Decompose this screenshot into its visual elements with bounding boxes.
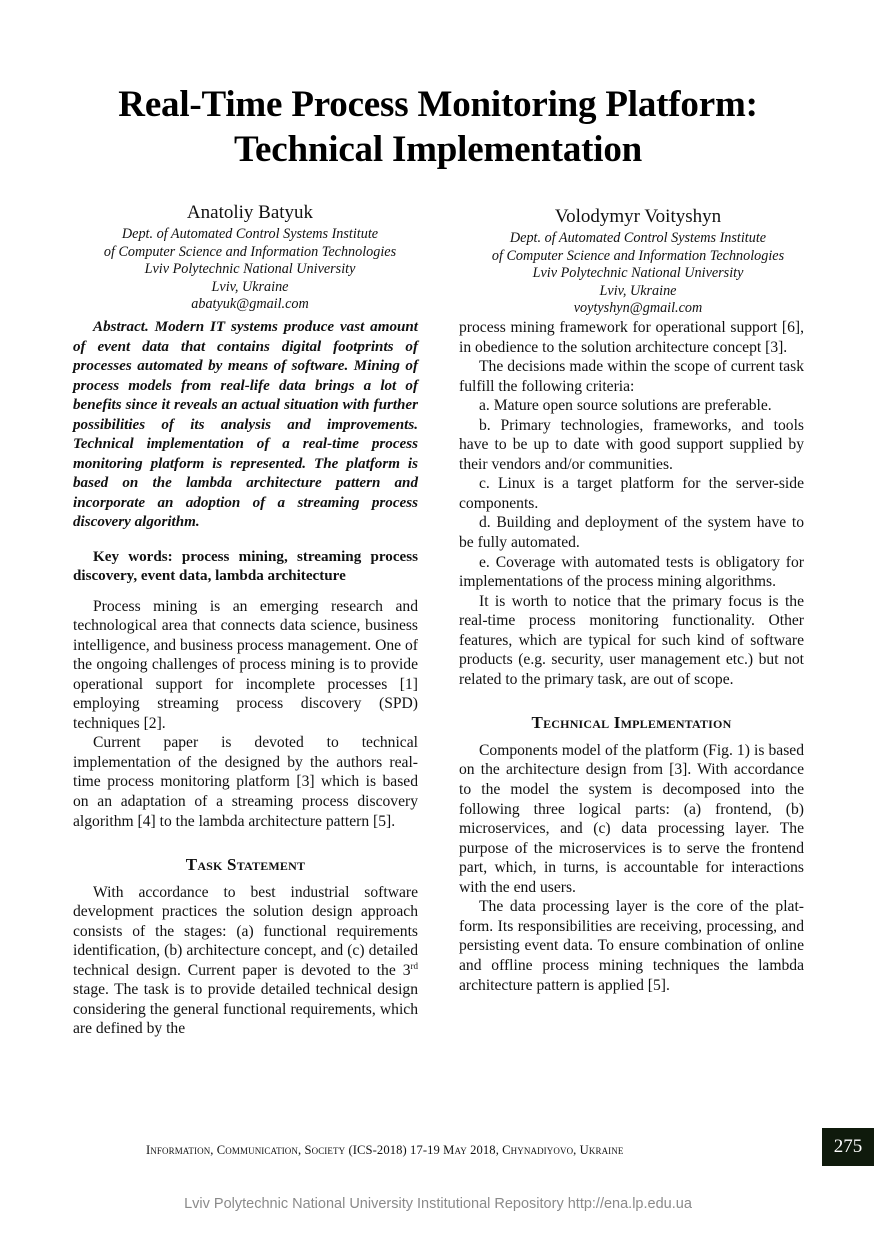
intro-paragraph-1: Process mining is an emerging research and technological area that connects data science, business intelligence, and business process management. One of the ongoing challenges of process mining is to provide operational support for incomplete processes [1] employing streaming process discovery (SPD) techniques [2]. bbox=[73, 597, 418, 732]
author-institute: of Computer Science and Information Technologies bbox=[103, 243, 397, 260]
author-email: abatyuk@gmail.com bbox=[191, 296, 309, 313]
criterion-d: d. Building and deployment of the system have to be fully automated. bbox=[459, 514, 804, 552]
paper-title bbox=[0, 82, 876, 172]
title-line-2: Technical Implementation bbox=[233, 129, 643, 170]
keywords: Key words: process mining, streaming process discovery, event data, lambda architecture bbox=[73, 548, 418, 584]
author-name: Anatoliy Batyuk bbox=[186, 202, 314, 223]
author-email: voytyshyn@gmail.com bbox=[573, 300, 703, 317]
impl-paragraph-1: Components model of the platform (Fig. 1) is based on the architecture design from [3]. With accordance to the model the system is decomposed into the following three logical parts: (a) frontend, (b) microservices, and (c) data processing layer. The purpose of the microservices is to serve the frontend part, which, in turns, is accountable for interactions with the end users. bbox=[459, 741, 804, 896]
continuation-paragraph: process mining framework for operational support [6], in obedience to the solution architecture concept [3]. bbox=[459, 319, 804, 356]
author-department: Dept. of Automated Control Systems Institute bbox=[509, 230, 767, 246]
criteria-intro: The decisions made within the scope of current task fulfill the following criteria: bbox=[459, 358, 804, 395]
page-number: 275 bbox=[822, 1128, 874, 1166]
author-department: Dept. of Automated Control Systems Institute bbox=[121, 226, 379, 242]
author-name: Volodymyr Voityshyn bbox=[554, 206, 722, 227]
criterion-e: e. Coverage with automated tests is obligatory for implementations of the process mining algorithms. bbox=[459, 553, 804, 591]
author-university: Lviv Polytechnic National University bbox=[144, 261, 356, 278]
task-text-part-1: With accordance to best industrial software development practices the solution design approach consists of the stages: (a) functional requirements identification, (b) architecture concept, and (c) detailed technical design. Current paper is devoted to the 3 bbox=[73, 883, 418, 979]
criterion-a: a. Mature open source solutions are preferable. bbox=[479, 397, 772, 415]
impl-paragraph-2: The data processing layer is the core of the platform. Its responsibilities are receiving, processing, and persisting event data. To ensure combination of online and offline process mining techniques the lambda architecture pattern is applied [5]. bbox=[459, 898, 804, 994]
intro-paragraph-2: Current paper is devoted to technical implementation of the designed by the authors real-time process monitoring platform [3] which is based on an adaptation of a streaming process discovery algorithm [4] to the lambda architecture pattern [5]. bbox=[73, 734, 418, 830]
task-text-part-2: stage. The task is to provide detailed technical design considering the general functional requirements, which are defined by the bbox=[73, 981, 418, 1038]
criterion-c: c. Linux is a target platform for the server-side components. bbox=[459, 475, 804, 512]
left-column bbox=[73, 318, 418, 1039]
repository-watermark: Lviv Polytechnic National University Institutional Repository http://ena.lp.edu.ua bbox=[184, 1196, 692, 1212]
abstract: Abstract. Modern IT systems produce vast amount of event data that contains digital footprints of processes automated by means of software. Mining of process models from real-life data brings a lot of benefits since it reveals an actual situation with further possibilities of its analysis and improvements. Technical implementation of a real-time process monitoring platform is represented. The platform is based on the lambda architecture pattern and incorporate an adoption of a streaming process discovery algorithm. bbox=[73, 319, 418, 530]
author-block-1 bbox=[60, 200, 440, 314]
focus-paragraph: It is worth to notice that the primary focus is the real-time process monitoring functionality. Other features, which are typical for such kind of software products (e.g. security, user management etc.) but not related to the primary task, are out of scope. bbox=[459, 592, 804, 688]
task-paragraph bbox=[73, 883, 418, 1039]
author-university: Lviv Polytechnic National University bbox=[532, 265, 744, 282]
author-block-2 bbox=[448, 204, 828, 318]
criterion-b: b. Primary technologies, frameworks, and tools have to be up to date with good support supplied by their vendors and/or communities. bbox=[459, 416, 804, 473]
section-heading-technical-implementation: Technical Implementation bbox=[531, 713, 732, 733]
title-line-1: Real-Time Process Monitoring Platform: bbox=[118, 84, 758, 125]
right-column bbox=[459, 318, 804, 995]
section-heading-task-statement: Task Statement bbox=[185, 855, 306, 875]
ordinal-superscript: rd bbox=[410, 960, 418, 971]
author-location: Lviv, Ukraine bbox=[211, 278, 289, 295]
author-institute: of Computer Science and Information Technologies bbox=[491, 247, 785, 264]
author-location: Lviv, Ukraine bbox=[599, 282, 677, 299]
conference-footer: Information, Communication, Society (ICS-2018) 17-19 May 2018, Chynadiyovo, Ukraine bbox=[146, 1143, 624, 1157]
